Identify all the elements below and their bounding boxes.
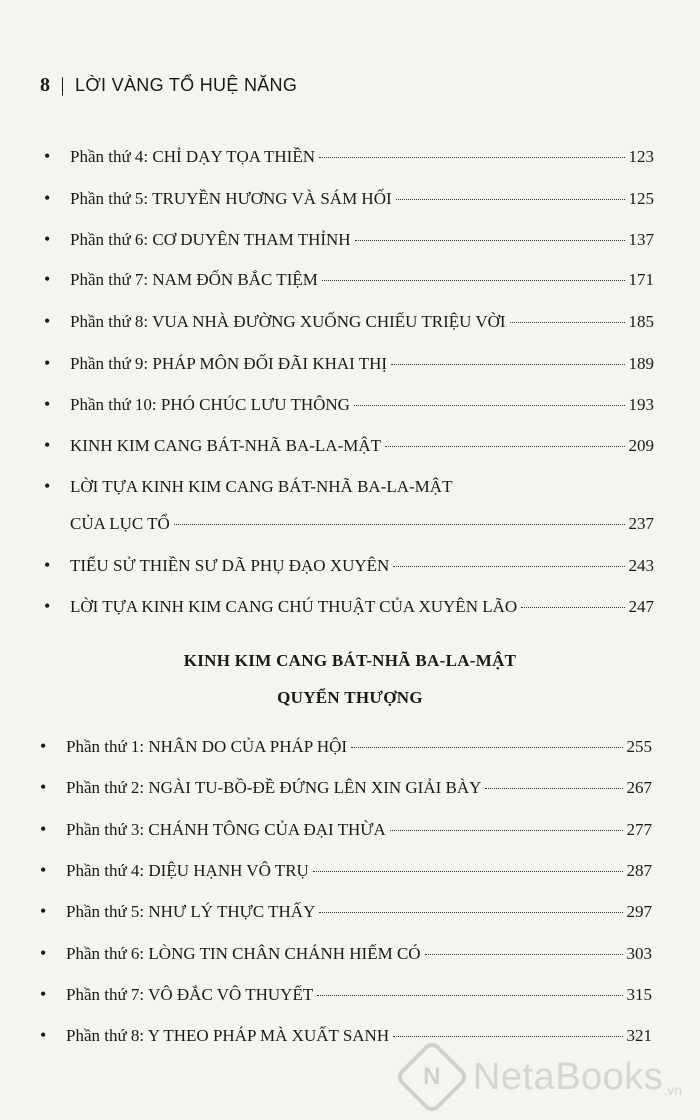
leader-dots bbox=[354, 405, 625, 406]
toc-entry bbox=[40, 943, 652, 964]
leader-dots bbox=[351, 747, 622, 748]
bullet: • bbox=[40, 1025, 47, 1045]
toc-entry-label: Phần thứ 7: VÔ ĐẮC VÔ THUYẾT bbox=[66, 985, 314, 1004]
bullet: • bbox=[40, 819, 47, 839]
toc-entry-page: 247 bbox=[628, 597, 654, 616]
leader-dots bbox=[317, 995, 622, 996]
leader-dots bbox=[385, 446, 624, 447]
bullet: • bbox=[44, 353, 51, 373]
leader-dots bbox=[355, 240, 625, 241]
section-title: KINH KIM CANG BÁT-NHÃ BA-LA-MẬT bbox=[183, 651, 517, 670]
leader-dots bbox=[319, 912, 622, 913]
toc-entry-label: Phần thứ 5: TRUYỀN HƯƠNG VÀ SÁM HỐI bbox=[70, 189, 392, 208]
toc-entry-page: 171 bbox=[628, 270, 654, 289]
toc-entry bbox=[40, 819, 652, 840]
toc-entry bbox=[44, 596, 654, 617]
leader-dots bbox=[390, 830, 623, 831]
netabooks-watermark bbox=[405, 1050, 682, 1104]
leader-dots bbox=[322, 280, 625, 281]
toc-entry-page: 125 bbox=[628, 189, 654, 208]
toc-entry bbox=[40, 736, 652, 757]
bullet: • bbox=[44, 146, 51, 166]
toc-entry-page: 189 bbox=[628, 354, 654, 373]
leader-dots bbox=[393, 566, 624, 567]
toc-entry bbox=[44, 311, 654, 332]
bullet: • bbox=[44, 188, 51, 208]
toc-entry-page: 287 bbox=[626, 861, 652, 880]
toc-entry-label: Phần thứ 5: NHƯ LÝ THỰC THẤY bbox=[66, 902, 316, 921]
header-separator: | bbox=[60, 74, 66, 96]
toc-entry-label: Phần thứ 7: NAM ĐỐN BẮC TIỆM bbox=[70, 270, 318, 289]
bullet: • bbox=[40, 901, 47, 921]
toc-entry-page: 321 bbox=[626, 1026, 652, 1045]
toc-entry-label: Phần thứ 10: PHÓ CHÚC LƯU THÔNG bbox=[70, 395, 350, 414]
toc-entry-page: 137 bbox=[628, 230, 654, 249]
bullet: • bbox=[40, 777, 47, 797]
toc-entry bbox=[44, 353, 654, 374]
book-title: LỜI VÀNG TỔ HUỆ NĂNG bbox=[75, 75, 298, 95]
toc-entry-label-cont: CỦA LỤC TỔ bbox=[70, 514, 170, 533]
toc-entry bbox=[44, 229, 654, 250]
leader-dots bbox=[391, 364, 624, 365]
toc-entry bbox=[40, 1025, 652, 1046]
bullet: • bbox=[44, 269, 51, 289]
bullet: • bbox=[44, 311, 51, 331]
toc-entry-page: 255 bbox=[626, 737, 652, 756]
toc-entry-label: Phần thứ 4: DIỆU HẠNH VÔ TRỤ bbox=[66, 861, 309, 880]
toc-entry-page: 237 bbox=[628, 514, 654, 533]
toc-entry-label: LỜI TỰA KINH KIM CANG BÁT-NHÃ BA-LA-MẬT bbox=[70, 477, 453, 496]
watermark-suffix: .vn bbox=[663, 1082, 682, 1098]
leader-dots bbox=[396, 199, 625, 200]
toc-entry-continuation bbox=[70, 514, 654, 534]
leader-dots bbox=[521, 607, 624, 608]
toc-entry bbox=[40, 984, 652, 1005]
toc-entry-label: KINH KIM CANG BÁT-NHÃ BA-LA-MẬT bbox=[70, 436, 382, 455]
toc-entry-page: 303 bbox=[626, 944, 652, 963]
running-header bbox=[40, 74, 297, 97]
leader-dots bbox=[425, 954, 623, 955]
leader-dots bbox=[393, 1036, 622, 1037]
bullet: • bbox=[44, 476, 51, 496]
toc-entry-page: 193 bbox=[628, 395, 654, 414]
toc-entry bbox=[40, 860, 652, 881]
toc-entry-label: Phần thứ 2: NGÀI TU-BỒ-ĐỀ ĐỨNG LÊN XIN GIẢI BÀY bbox=[66, 778, 482, 797]
toc-entry bbox=[44, 394, 654, 415]
toc-entry-label: Phần thứ 8: Y THEO PHÁP MÀ XUẤT SANH bbox=[66, 1026, 390, 1045]
bullet: • bbox=[40, 736, 47, 756]
toc-entry-page: 185 bbox=[628, 312, 654, 331]
toc-entry-label: Phần thứ 3: CHÁNH TÔNG CỦA ĐẠI THỪA bbox=[66, 820, 386, 839]
leader-dots bbox=[174, 524, 625, 525]
netabooks-logo-icon: N bbox=[394, 1039, 470, 1115]
toc-entry-page: 297 bbox=[626, 902, 652, 921]
toc-entry-label: Phần thứ 1: NHÂN DO CỦA PHÁP HỘI bbox=[66, 737, 348, 756]
toc-entry-page: 267 bbox=[626, 778, 652, 797]
toc-entry-page: 243 bbox=[628, 556, 654, 575]
bullet: • bbox=[44, 394, 51, 414]
toc-entry-page: 123 bbox=[628, 147, 654, 166]
leader-dots bbox=[319, 157, 624, 158]
toc-entry-page: 209 bbox=[628, 436, 654, 455]
bullet: • bbox=[40, 860, 47, 880]
bullet: • bbox=[40, 984, 47, 1004]
bullet: • bbox=[44, 229, 51, 249]
toc-entry bbox=[44, 188, 654, 209]
toc-entry-label: Phần thứ 6: CƠ DUYÊN THAM THỈNH bbox=[70, 230, 351, 249]
toc-entry-page: 315 bbox=[626, 985, 652, 1004]
watermark-name: NetaBooks bbox=[472, 1055, 664, 1098]
toc-entry bbox=[40, 777, 652, 798]
toc-entry-label: LỜI TỰA KINH KIM CANG CHÚ THUẬT CỦA XUYÊN LÃO bbox=[70, 597, 518, 616]
toc-entry-label: Phần thứ 4: CHỈ DẠY TỌA THIỀN bbox=[70, 147, 316, 166]
leader-dots bbox=[485, 788, 622, 789]
toc-entry-label: TIỂU SỬ THIỀN SƯ DÃ PHỤ ĐẠO XUYÊN bbox=[70, 556, 390, 575]
bullet: • bbox=[44, 555, 51, 575]
toc-entry bbox=[44, 269, 654, 290]
toc-entry-page: 277 bbox=[626, 820, 652, 839]
toc-entry bbox=[40, 901, 652, 922]
toc-entry bbox=[44, 555, 654, 576]
toc-entry-label: Phần thứ 8: VUA NHÀ ĐƯỜNG XUỐNG CHIẾU TRIỆU VỜI bbox=[70, 312, 506, 331]
leader-dots bbox=[510, 322, 625, 323]
page-number: 8 bbox=[40, 74, 51, 96]
toc-entry bbox=[44, 435, 654, 456]
toc-entry bbox=[44, 146, 654, 167]
section-subtitle: QUYỂN THƯỢNG bbox=[277, 688, 423, 707]
toc-entry bbox=[44, 476, 654, 497]
bullet: • bbox=[44, 435, 51, 455]
toc-entry-label: Phần thứ 6: LÒNG TIN CHÂN CHÁNH HIẾM CÓ bbox=[66, 944, 421, 963]
toc-entry-label: Phần thứ 9: PHÁP MÔN ĐỐI ĐÃI KHAI THỊ bbox=[70, 354, 388, 373]
bullet: • bbox=[40, 943, 47, 963]
bullet: • bbox=[44, 596, 51, 616]
leader-dots bbox=[313, 871, 623, 872]
